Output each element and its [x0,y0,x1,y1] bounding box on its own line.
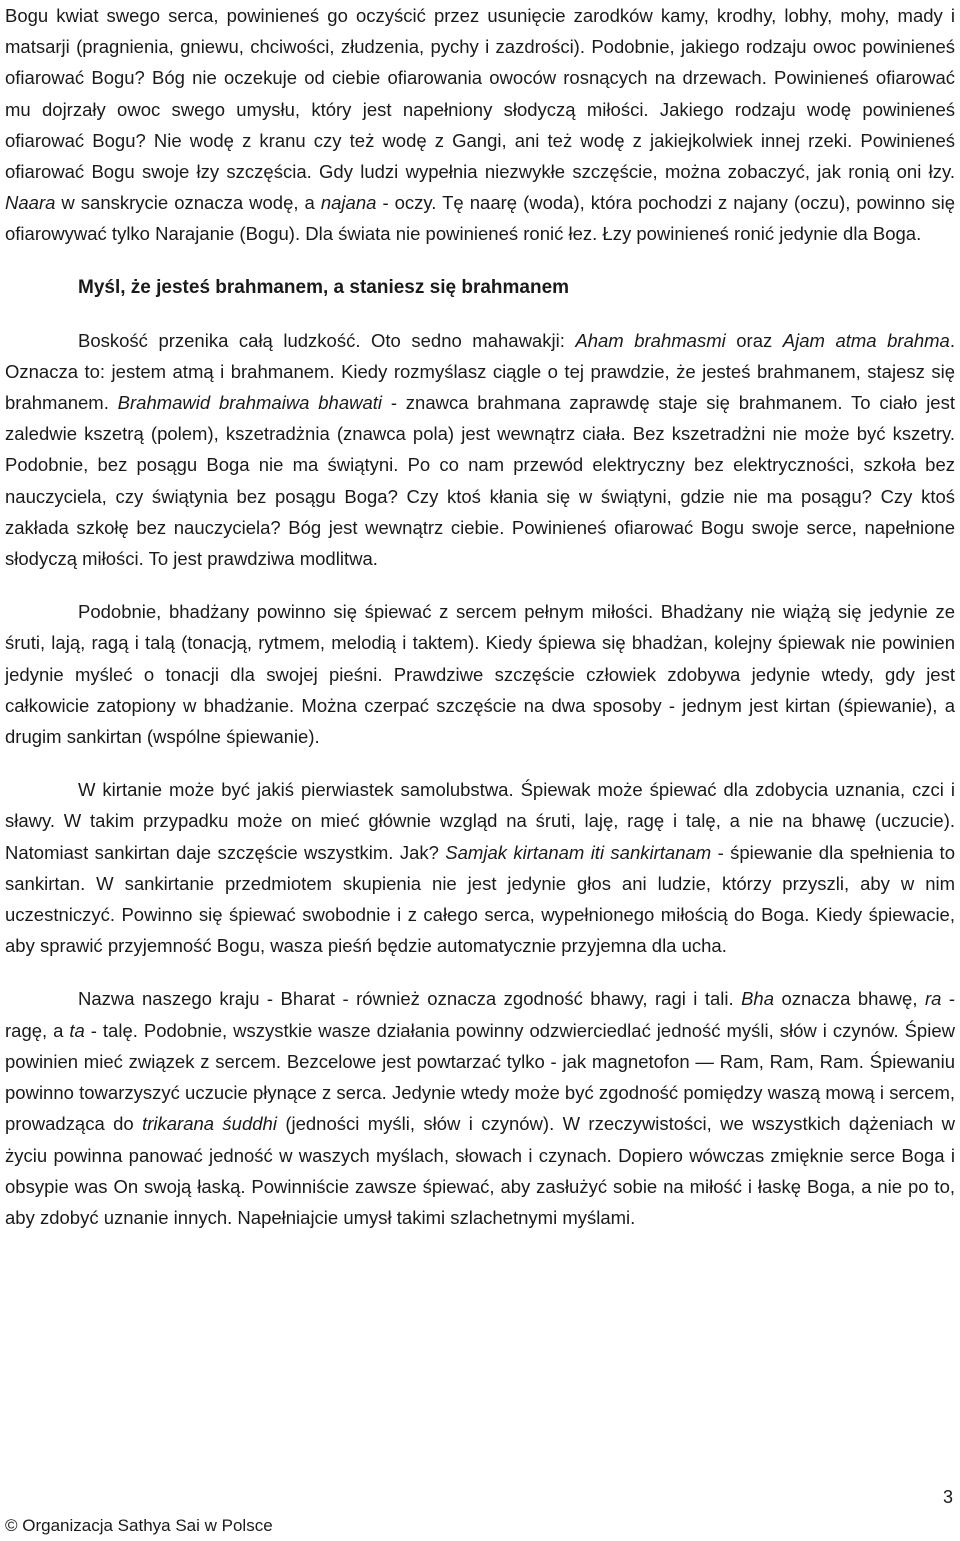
paragraph-2: Boskość przenika całą ludzkość. Oto sedno mahawakji: Aham brahmasmi oraz Ajam atma brahma. Oznacza to: jestem atmą i brahmanem. Kiedy rozmyślasz ciągle o tej prawdzie, że jesteś brahmanem, stajesz się brahmanem. Brahmawid brahmaiwa bhawati - znawca brahmana zaprawdę staje się brahmanem. To ciało jest zaledwie kszetrą (polem), kszetradżnia (znawca pola) jest wewnątrz ciała. Bez kszetradżni nie może być kszetry. Podobnie, bez posągu Boga nie ma świątyni. Po co nam przewód elektryczny bez elektryczności, szkoła bez nauczyciela, czy świątynia bez posągu Boga? Czy ktoś kłania się w świątyni, gdzie nie ma posągu? Czy ktoś zakłada szkołę bez nauczyciela? Bóg jest wewnątrz ciebie. Powinieneś ofiarować Bogu swoje serce, napełnione słodyczą miłości. To jest prawdziwa modlitwa. [5,329,955,570]
paragraph-1: Bogu kwiat swego serca, powinieneś go oczyścić przez usunięcie zarodków kamy, krodhy, lobhy, mohy, mady i matsarji (pragnienia, gniewu, chciwości, złudzenia, pychy i zazdrości). Podobnie, jakiego rodzaju owoc powinieneś ofiarować Bogu? Bóg nie oczekuje od ciebie ofiarowania owoców rosnących na drzewach. Powinieneś ofiarować mu dojrzały owoc swego umysłu, który jest napełniony słodyczą miłości. Jakiego rodzaju wodę powinieneś ofiarować Bogu? Nie wodę z kranu czy też wodę z Gangi, ani też wodę z jakiejkolwiek innej rzeki. Powinieneś ofiarować Bogu swoje łzy szczęścia. Gdy ludzi wypełnia niezwykłe szczęście, można zobaczyć, jak ronią oni łzy. Naara w sanskrycie oznacza wodę, a najana - oczy. Tę naarę (woda), która pochodzi z najany (oczu), powinno się ofiarowywać tylko Narajanie (Bogu). Dla świata nie powinieneś ronić łez. Łzy powinieneś ronić jedynie dla Boga. [5,5,955,245]
document-page [5,0,955,1233]
paragraph-5: Nazwa naszego kraju - Bharat - również oznacza zgodność bhawy, ragi i tali. Bha oznacza bhawę, ra - ragę, a ta - talę. Podobnie, wszystkie wasze działania powinny odzwierciedlać jedność myśli, słów i czynów. Śpiew powinien mieć związek z sercem. Bezcelowe jest powtarzać tylko - jak magnetofon — Ram, Ram, Ram. Śpiewaniu powinno towarzyszyć uczucie płynące z serca. Jedynie wtedy może być zgodność pomiędzy waszą mową i sercem, prowadząca do trikarana śuddhi (jedności myśli, słów i czynów). W rzeczywistości, we wszystkich dążeniach w życiu powinna panować jedność w waszych myślach, słowach i czynach. Dopiero wówczas zmięknie serce Boga i obsypie was On swoją łaską. Powinniście zawsze śpiewać, aby zasłużyć sobie na miłość i łaskę Boga, a nie po to, aby zdobyć uznanie innych. Napełniajcie umysł takimi szlachetnymi myślami. [5,988,955,1228]
footer-copyright: © Organizacja Sathya Sai w Polsce [5,1516,273,1535]
page-number: 3 [942,1487,953,1507]
section-heading: Myśl, że jesteś brahmanem, a staniesz się brahmanem [78,276,570,298]
paragraph-3: Podobnie, bhadżany powinno się śpiewać z sercem pełnym miłości. Bhadżany nie wiążą się jedynie ze śruti, lają, ragą i talą (tonacją, rytmem, melodią i taktem). Kiedy śpiewa się bhadżan, kolejny śpiewak nie powinien jedynie myśleć o tonacji dla swojej pieśni. Prawdziwe szczęście człowiek zdobywa jedynie wtedy, gdy jest całkowicie zatopiony w bhadżanie. Można czerpać szczęście na dwa sposoby - jednym jest kirtan (śpiewanie), a drugim sankirtan (wspólne śpiewanie). [5,601,955,748]
paragraph-4: W kirtanie może być jakiś pierwiastek samolubstwa. Śpiewak może śpiewać dla zdobycia uznania, czci i sławy. W takim przypadku może on mieć głównie wzgląd na śruti, laję, ragę i talę, a nie na bhawę (uczucie). Natomiast sankirtan daje szczęście wszystkim. Jak? Samjak kirtanam iti sankirtanam - śpiewanie dla spełnienia to sankirtan. W sankirtanie przedmiotem skupienia nie jest jedynie głos ani ludzie, którzy przyszli, aby w nim uczestniczyć. Powinno się śpiewać swobodnie i z całego serca, wypełnionego miłością do Boga. Kiedy śpiewacie, aby sprawić przyjemność Bogu, wasza pieśń będzie automatycznie przyjemna dla ucha. [5,779,955,957]
